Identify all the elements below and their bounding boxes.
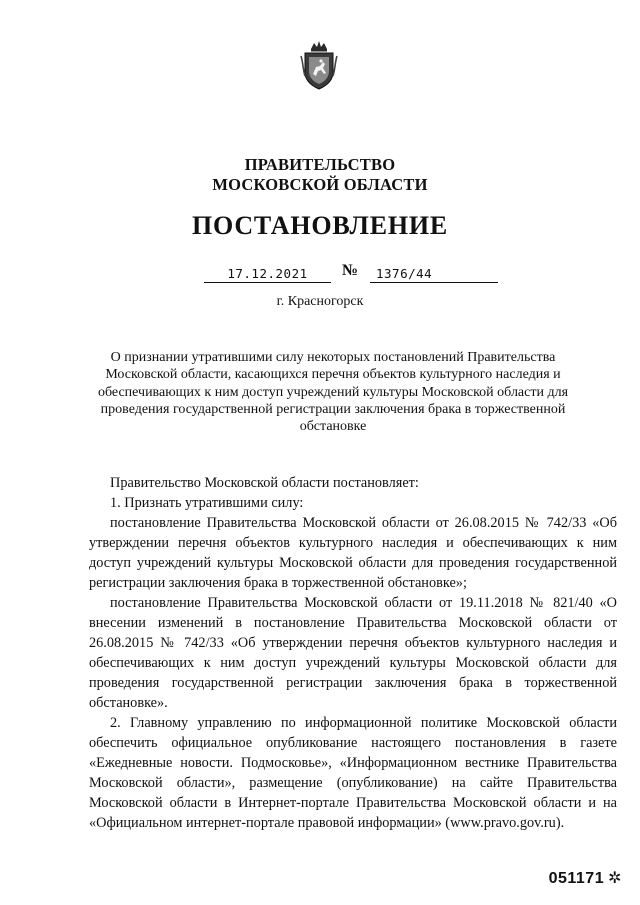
stamp-number: 051171 [548,870,605,887]
document-type-title: ПОСТАНОВЛЕНИЕ [191,211,449,240]
issue-city: г. Красногорск [276,294,364,309]
asterisk-icon: ✲ [608,870,622,887]
item-2-paragraph: 2. Главному управлению по информационной политике Московской области обеспечить официальное опубликование настоящего постановления в газете «Ежедневные новости. Подмосковье», «Информационном вестнике Правительства Московской области», размещение (опубликование) на сайте Правительства Московской области в Интернет-портале Правительства Московской области и на «Официальном интернет-портале правовой информации» (www.pravo.gov.ru). [89,715,617,831]
issuing-authority [0,155,640,195]
registration-stamp [549,868,622,888]
document-date: 17.12.2021 [204,266,331,283]
item-1-clause-a: постановление Правительства Московской области от 26.08.2015 № 742/33 «Об утверждении перечня объектов культурного наследия и обеспечивающих к ним доступ учреждений культуры Московской области для проведения государственной регистрации заключения брака в торжественной обстановке»; [89,515,617,591]
item-1-heading: 1. Признать утратившими силу: [110,495,304,511]
document-subject: О признании утратившими силу некоторых постановлений Правительства Московской области, касающихся перечня объектов культурного наследия и обеспечивающих к ним доступ учреждений культуры Московской области для проведения государственной регистрации заключения брака в торжественной обстановке [97,350,569,435]
document-number: 1376/44 [370,266,498,283]
document-body [89,473,617,833]
authority-line-2: МОСКОВСКОЙ ОБЛАСТИ [212,175,428,194]
coat-of-arms-emblem [299,40,339,90]
date-number-line [204,260,492,286]
number-label: № [342,262,359,279]
preamble: Правительство Московской области постановляет: [110,475,419,491]
item-1-clause-b: постановление Правительства Московской области от 19.11.2018 № 821/40 «О внесении изменений в постановление Правительства Московской области от 26.08.2015 № 742/33 «Об утверждении перечня объектов культурного наследия и обеспечивающих к ним доступ учреждений культуры Московской области для проведения государственной регистрации заключения брака в торжественной обстановке». [89,595,617,711]
authority-line-1: ПРАВИТЕЛЬСТВО [244,155,396,174]
